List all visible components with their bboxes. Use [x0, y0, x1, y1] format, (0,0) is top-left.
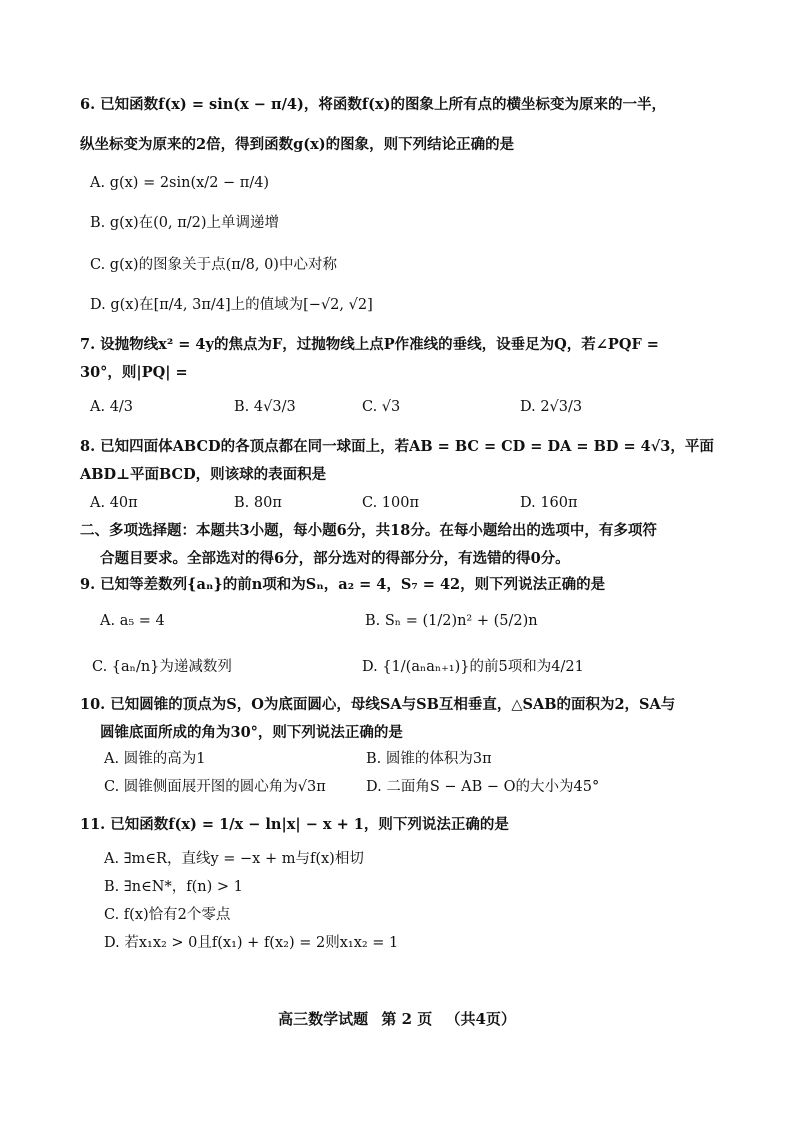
- q10-option-c: C. 圆锥侧面展开图的圆心角为√3π: [104, 779, 326, 795]
- q8-option-d: D. 160π: [520, 495, 578, 511]
- q11-option-c: C. f(x)恰有2个零点: [104, 907, 231, 923]
- q11-option-a: A. ∃m∈R，直线y = −x + m与f(x)相切: [104, 851, 364, 867]
- q10-option-b: B. 圆锥的体积为3π: [366, 751, 492, 767]
- q9-option-a: A. a₅ = 4: [100, 613, 165, 629]
- footer-total-pages: （共4页）: [445, 1010, 516, 1028]
- q7-option-a: A. 4/3: [90, 399, 134, 415]
- q8-option-b: B. 80π: [234, 495, 282, 511]
- q8-option-a: A. 40π: [90, 495, 138, 511]
- q8-stem-line1: 8. 已知四面体ABCD的各顶点都在同一球面上，若AB = BC = CD = DA = BD = 4√3，平面: [80, 438, 714, 455]
- q10-stem-line2: 圆锥底面所成的角为30°，则下列说法正确的是: [100, 724, 403, 741]
- q6-option-b: B. g(x)在(0, π/2)上单调递增: [90, 215, 280, 231]
- q11-option-d: D. 若x₁x₂ > 0且f(x₁) + f(x₂) = 2则x₁x₂ = 1: [104, 935, 399, 951]
- page-footer: [0, 1012, 794, 1027]
- q6-option-c: C. g(x)的图象关于点(π/8, 0)中心对称: [90, 257, 337, 273]
- q6-stem-line1: 6. 已知函数f(x) = sin(x − π/4)，将函数f(x)的图象上所有点的横坐标变为原来的一半，: [80, 96, 666, 113]
- q7-stem-line2: 30°，则|PQ| =: [80, 364, 188, 381]
- q11-option-b: B. ∃n∈N*，f(n) > 1: [104, 879, 243, 895]
- footer-subject: 高三数学试题: [278, 1010, 369, 1028]
- q9-option-c: C. {aₙ/n}为递减数列: [92, 659, 232, 675]
- q9-option-b: B. Sₙ = (1/2)n² + (5/2)n: [365, 613, 538, 629]
- q9-stem-line1: 9. 已知等差数列{aₙ}的前n项和为Sₙ，a₂ = 4，S₇ = 42，则下列说法正确的是: [80, 576, 606, 593]
- q8-option-c: C. 100π: [362, 495, 420, 511]
- q7-option-b: B. 4√3/3: [234, 399, 296, 415]
- footer-page-number: 第 2 页: [381, 1010, 433, 1028]
- section2-heading-line2: 合题目要求。全部选对的得6分，部分选对的得部分分，有选错的得0分。: [100, 550, 570, 567]
- q9-option-d: D. {1/(aₙaₙ₊₁)}的前5项和为4/21: [362, 659, 584, 675]
- q11-stem-line1: 11. 已知函数f(x) = 1/x − ln|x| − x + 1，则下列说法正确的是: [80, 816, 509, 833]
- q7-stem-line1: 7. 设抛物线x² = 4y的焦点为F，过抛物线上点P作准线的垂线，设垂足为Q，若∠PQF =: [80, 336, 659, 353]
- q8-stem-line2: ABD⊥平面BCD，则该球的表面积是: [80, 466, 327, 483]
- q7-option-c: C. √3: [362, 399, 401, 415]
- q6-stem-line2: 纵坐标变为原来的2倍，得到函数g(x)的图象，则下列结论正确的是: [80, 136, 515, 153]
- q10-stem-line1: 10. 已知圆锥的顶点为S，O为底面圆心，母线SA与SB互相垂直，△SAB的面积为2，SA与: [80, 696, 676, 713]
- q10-option-d: D. 二面角S − AB − O的大小为45°: [366, 779, 600, 795]
- q6-option-a: A. g(x) = 2sin(x/2 − π/4): [90, 175, 270, 191]
- q10-option-a: A. 圆锥的高为1: [104, 751, 206, 767]
- section2-heading-line1: 二、多项选择题：本题共3小题，每小题6分，共18分。在每小题给出的选项中，有多项符: [80, 522, 657, 539]
- q6-option-d: D. g(x)在[π/4, 3π/4]上的值域为[−√2, √2]: [90, 297, 373, 313]
- q7-option-d: D. 2√3/3: [520, 399, 583, 415]
